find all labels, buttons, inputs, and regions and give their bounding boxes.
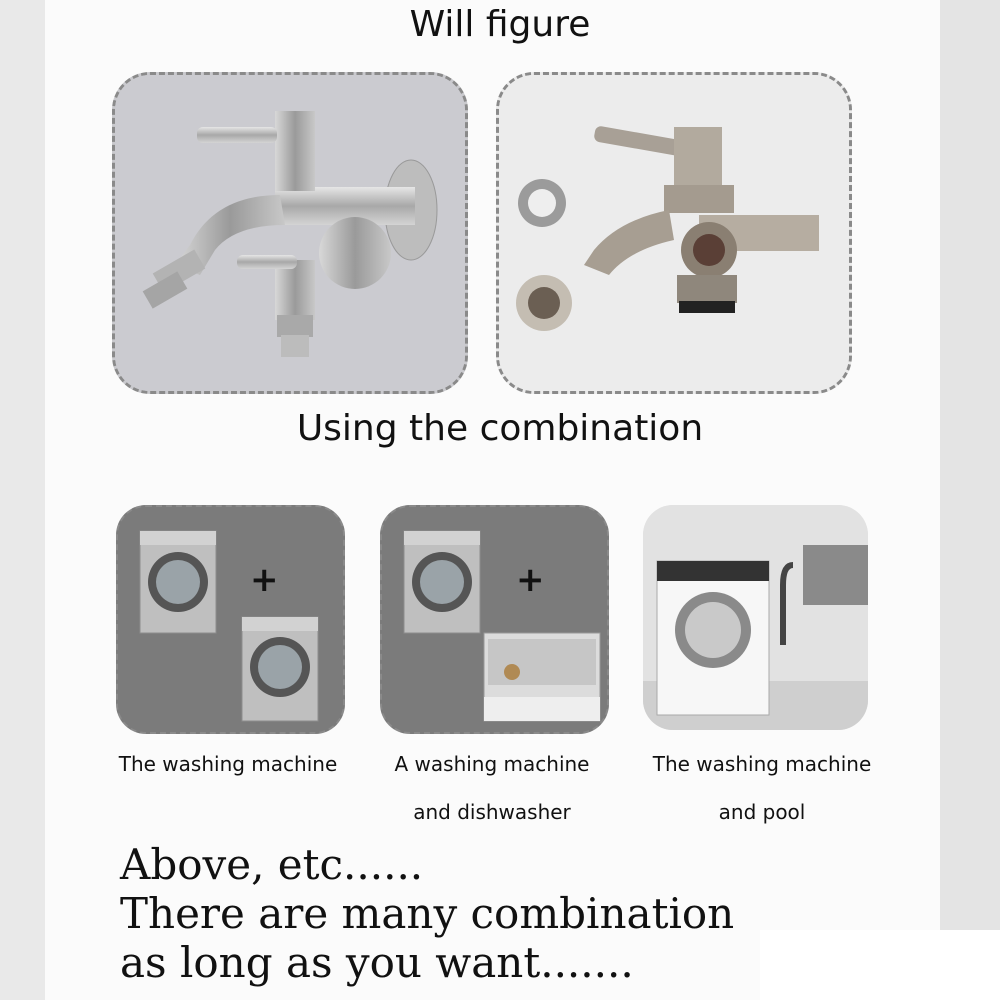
faucet-mounted-photo [112,72,468,394]
caption-washer-dishwasher: A washing machine [394,752,590,776]
washer-dishwasher-illustration [382,507,607,732]
dishwasher-icon [484,633,600,721]
washer-pair-illustration [118,507,343,732]
corner-patch [760,930,1000,1000]
combo-washer-pool [643,505,868,730]
caption-washer-pool-line2: and pool [718,800,806,824]
section-title: Using the combination [296,408,704,449]
combo-two-washers [116,505,345,734]
footer-line-3: as long as you want....... [120,938,634,987]
washer-icon [140,531,216,633]
caption-washer: The washing machine [118,752,338,776]
caption-washer-pool: The washing machine [652,752,872,776]
faucet-parts-photo [496,72,852,394]
plus-sign: + [516,560,545,600]
washer-icon [242,617,318,721]
combo-washer-dishwasher [380,505,609,734]
faucet-parts-illustration [499,75,849,391]
footer-text [120,840,734,987]
caption-washer-dishwasher-line2: and dishwasher [413,800,571,824]
footer-line-2: There are many combination [120,889,735,938]
washer-icon [657,561,769,715]
footer-line-1: Above, etc...... [120,840,424,889]
left-margin [0,0,45,1000]
faucet-illustration [115,75,465,391]
washer-sink-illustration [643,505,868,730]
washer-icon [404,531,480,633]
plus-sign: + [250,560,279,600]
header-title: Will figure [409,4,591,45]
right-margin [940,0,1000,1000]
